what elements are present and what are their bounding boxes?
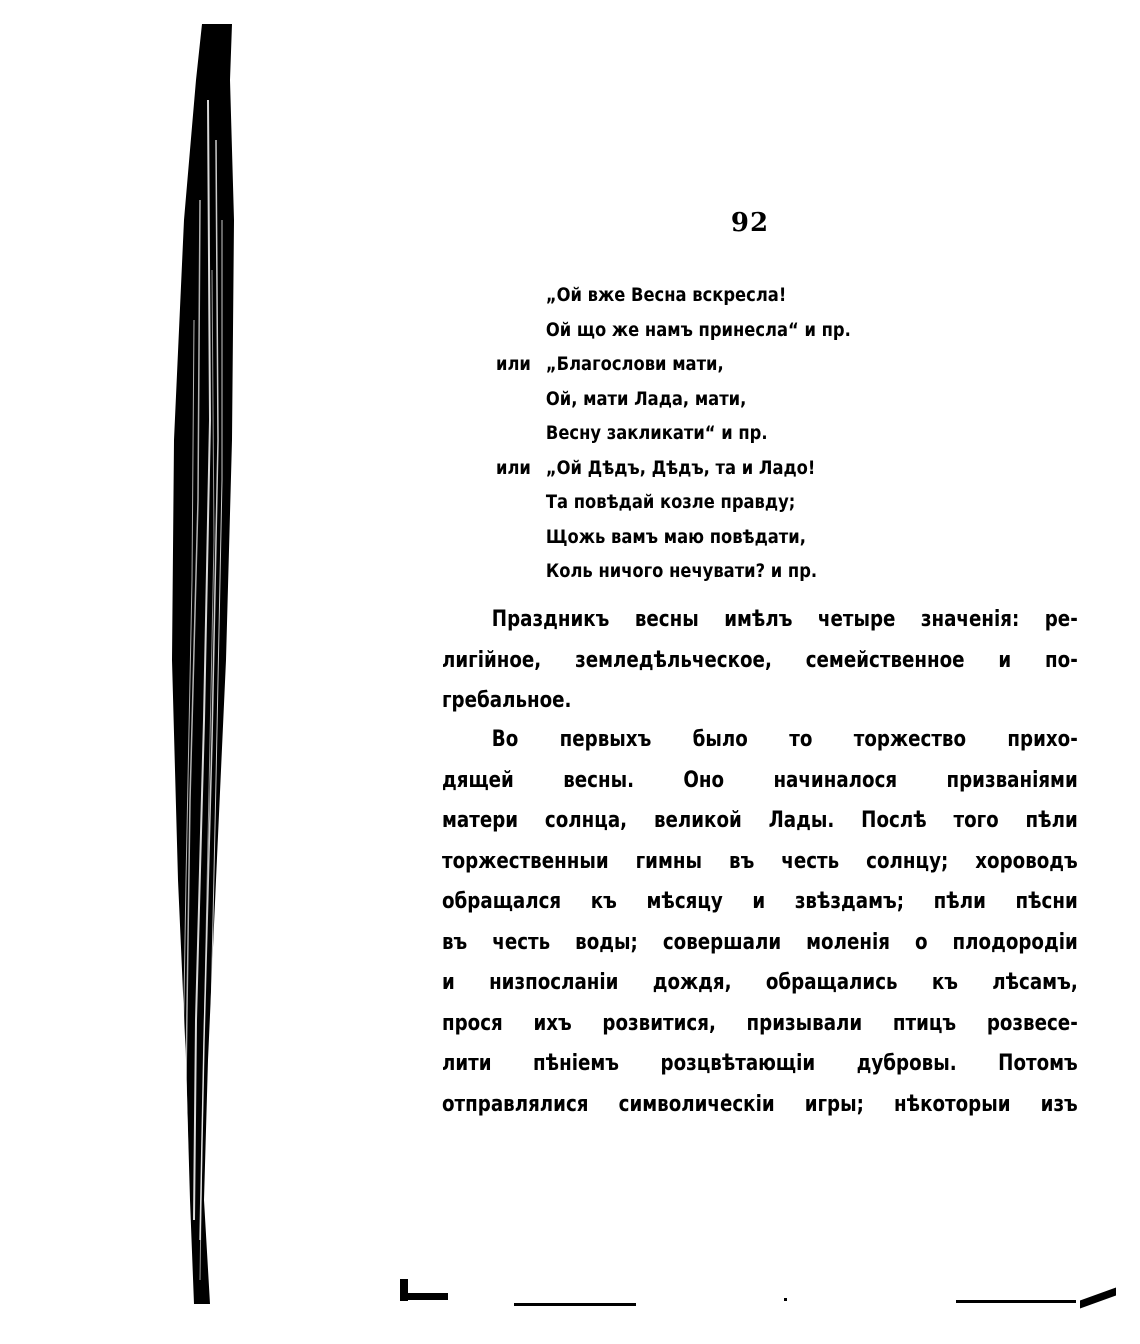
paragraph-line: и низпосланіи дождя, обращались къ лѣсамъ, [442, 970, 1078, 995]
scan-artifact [514, 1303, 636, 1306]
paragraph-line: дящей весны. Оно начиналося призваніями [442, 767, 1078, 793]
verse-text: Ой, мати Лада, мати, [545, 387, 747, 410]
paragraph-line: обращался къ мѣсяцу и звѣздамъ; пѣли пѣсни [442, 889, 1078, 914]
paragraph-line: лити пѣніемъ розцвѣтающіи дубровы. Потомъ [442, 1051, 1078, 1076]
verse-line [496, 453, 892, 488]
verse-line [496, 522, 892, 557]
paragraph-line: въ честь воды; совершали моленія о плодородіи [442, 929, 1078, 955]
paragraph [442, 720, 1078, 1125]
paragraph-line: отправлялися символическіи игры; нѣкоторыи изъ [442, 1091, 1078, 1117]
verse-line [496, 280, 892, 315]
paragraph-line: лигійное, земледѣльческое, семейственное и по- [442, 647, 1078, 673]
verse-text: Щожь вамъ маю повѣдати, [545, 525, 806, 548]
paragraph-line: матери солнца, великой Лады. Послѣ того пѣли [442, 808, 1078, 833]
paragraph-line: гребальное. [442, 688, 572, 713]
paragraph-line: Праздникъ весны имѣлъ четыре значенія: ре- [491, 607, 1078, 632]
verse-text: „Ой Дѣдъ, Дѣдъ, та и Ладо! [545, 456, 816, 479]
scan-artifact [400, 1293, 448, 1300]
verse-text: Та повѣдай козле правду; [545, 491, 796, 513]
verse-line [496, 384, 892, 419]
verse-text: „Ой вже Весна вскресла! [545, 284, 787, 306]
verse-text: „Благослови мати, [545, 353, 724, 375]
verse-line [496, 487, 892, 522]
verse-text: Весну закликати“ и пр. [545, 422, 768, 444]
scan-artifact [1080, 1287, 1116, 1308]
verse-line [496, 315, 892, 350]
page-number: 92 [730, 208, 770, 238]
page-binding-edge [150, 20, 260, 1310]
verse-prefix: или [496, 456, 531, 479]
verse-line [496, 556, 892, 591]
verse-line [496, 418, 892, 453]
verse-block [496, 280, 956, 591]
paragraph-line: торжественныи гимны въ честь солнцу; хороводъ [442, 848, 1078, 874]
paragraph-line: прося ихъ розвитися, призывали птицъ розвесе- [442, 1010, 1078, 1036]
verse-prefix: или [496, 353, 531, 375]
paragraph [442, 600, 1078, 722]
scan-artifact [784, 1298, 787, 1301]
paragraph-line: Во первыхъ было то торжество прихо- [491, 727, 1078, 752]
verse-text: Коль ничого нечувати? и пр. [545, 560, 818, 582]
verse-text: Ой що же намъ принесла“ и пр. [545, 318, 851, 341]
verse-line [496, 349, 892, 384]
scan-artifact [956, 1300, 1076, 1303]
